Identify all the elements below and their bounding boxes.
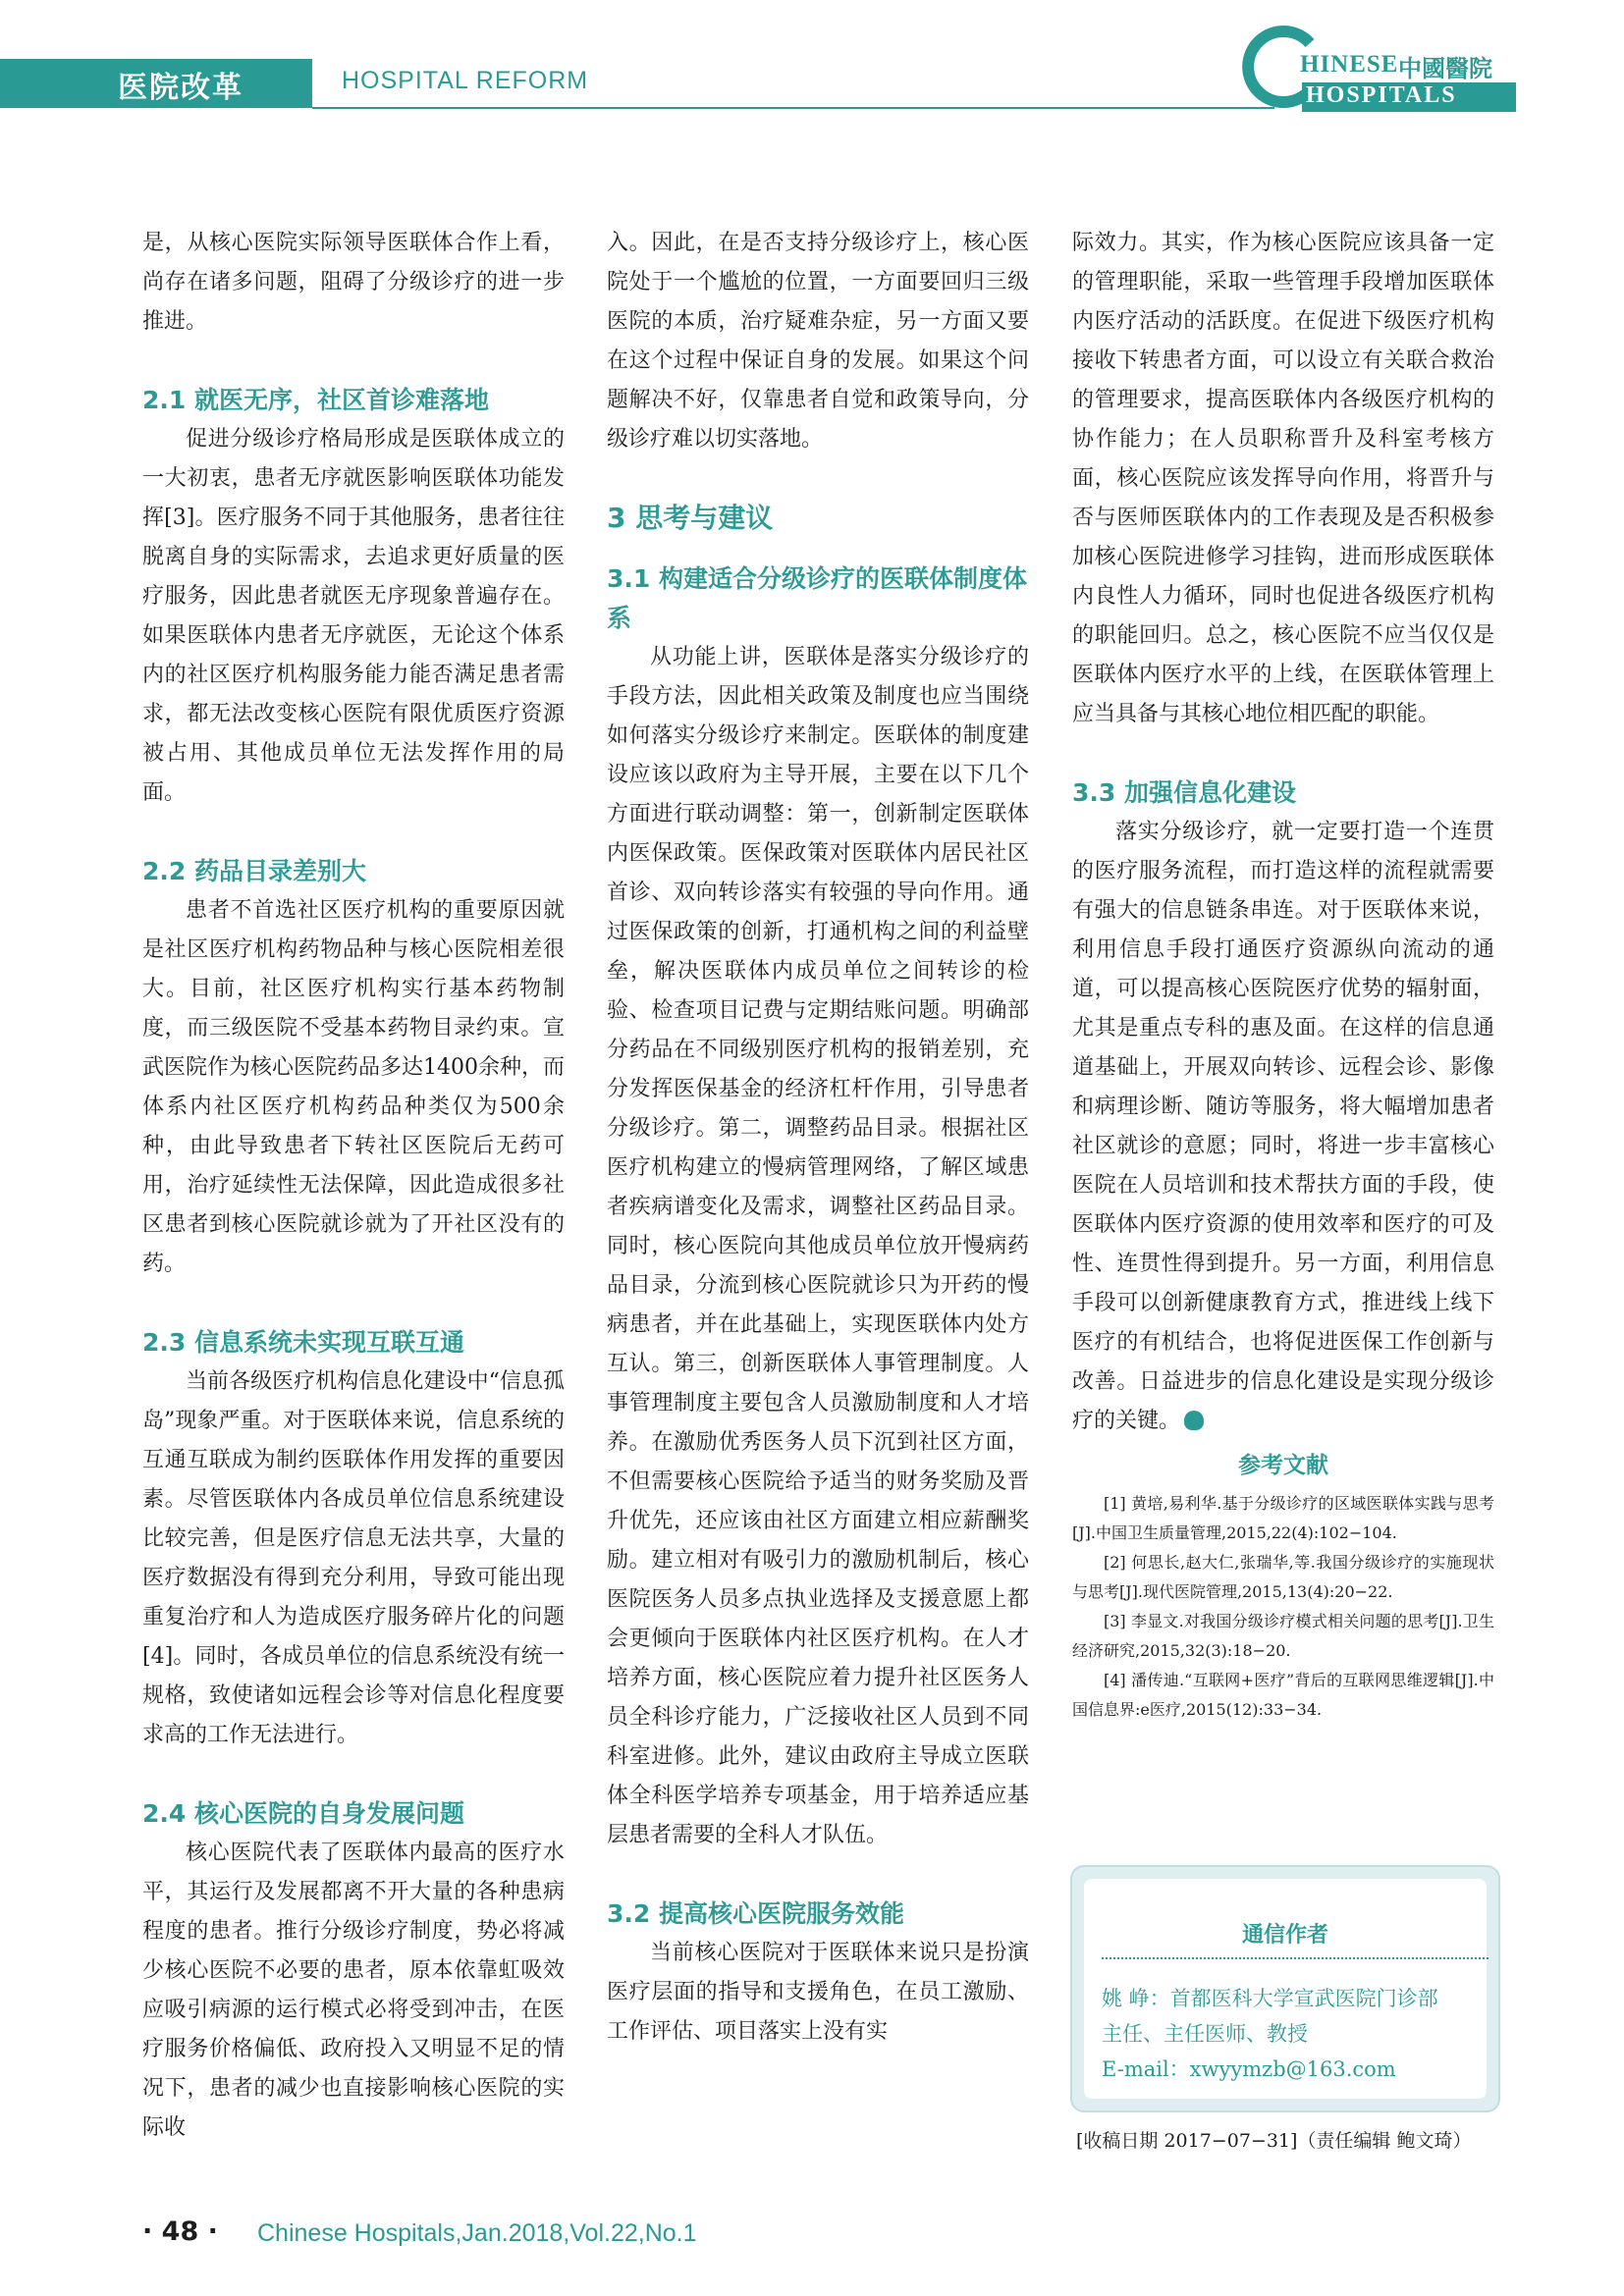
section-heading-3: 3 思考与建议 — [607, 502, 774, 534]
column-3 — [1072, 224, 1494, 1725]
references-title: 参考文献 — [1238, 1453, 1328, 1478]
page-number: · 48 · — [142, 2216, 218, 2247]
paragraph: 当前核心医院对于医联体来说只是扮演医疗层面的指导和支援角色，在员工激励、工作评估、项目落实上没有实 — [607, 1941, 1029, 2044]
article-end-icon — [1184, 1411, 1204, 1430]
section-title-cn: 医院改革 — [118, 71, 244, 105]
paragraph: 从功能上讲，医联体是落实分级诊疗的手段方法，因此相关政策及制度也应当围绕如何落实分级诊疗来制定。医联体的制度建设应该以政府为主导开展，主要在以下几个方面进行联动调整：第一，创新制定医联体内医保政策。医保政策对医联体内居民社区首诊、双向转诊落实有较强的导向作用。通过医保政策的创新，打通机构之间的利益壁垒，解决医联体内成员单位之间转诊的检验、检查项目记费与定期结账问题。明确部分药品在不同级别医疗机构的报销差别，充分发挥医保基金的经济杠杆作用，引导患者分级诊疗。第二，调整药品目录。根据社区医疗机构建立的慢病管理网络，了解区域患者疾病谱变化及需求，调整社区药品目录。同时，核心医院向其他成员单位放开慢病药品目录，分流到核心医院就诊只为开药的慢病患者，并在此基础上，实现医联体内处方互认。第三，创新医联体人事管理制度。人事管理制度主要包含人员激励制度和人才培养。在激励优秀医务人员下沉到社区方面，不但需要核心医院给予适当的财务奖励及晋升优先，还应该由社区方面建立相应薪酬奖励。建立相对有吸引力的激励机制后，核心医院医务人员多点执业选择及支援意愿上都会更倾向于医联体内社区医疗机构。在人才培养方面，核心医院应着力提升社区医务人员全科诊疗能力，广泛接收社区人员到不同科室进修。此外，建议由政府主导成立医联体全科医学培养专项基金，用于培养适应基层患者需要的全科人才队伍。 — [607, 645, 1029, 1847]
reference-item: [1] 黄培,易利华.基于分级诊疗的区域医联体实践与思考[J].中国卫生质量管理,2015,22(4):102−104. — [1072, 1494, 1494, 1542]
paragraph-text: 落实分级诊疗，就一定要打造一个连贯的医疗服务流程，而打造这样的流程就需要有强大的信息链条串连。对于医联体来说，利用信息手段打通医疗资源纵向流动的通道，可以提高核心医院医疗优势的辐射面，尤其是重点专科的惠及面。在这样的信息通道基础上，开展双向转诊、远程会诊、影像和病理诊断、随访等服务，将大幅增加患者社区就诊的意愿；同时，将进一步丰富核心医院在人员培训和技术帮扶方面的手段，使医联体内医疗资源的使用效率和医疗的可及性、连贯性得到提升。另一方面，利用信息手段可以创新健康教育方式，推进线上线下医疗的有机结合，也将促进医保工作创新与改善。日益进步的信息化建设是实现分级诊疗的关键。 — [1072, 820, 1494, 1433]
logo-chinese-text: HINESE — [1300, 51, 1399, 78]
correspondence-box — [1070, 1865, 1500, 2112]
section-heading-2-1: 2.1 就医无序，社区首诊难落地 — [142, 386, 489, 414]
correspondence-email: E-mail：xwyymzb@163.com — [1102, 2057, 1396, 2081]
section-heading-2-3: 2.3 信息系统未实现互联互通 — [142, 1328, 464, 1357]
correspondence-title-line: 主任、主任医师、教授 — [1102, 2022, 1308, 2046]
column-2 — [607, 224, 1029, 2052]
correspondence-text — [1102, 1981, 1475, 2087]
correspondence-title: 通信作者 — [1241, 1923, 1328, 1948]
correspondence-divider — [1102, 1957, 1489, 1960]
column-1 — [142, 224, 565, 2148]
journal-citation: Chinese Hospitals,Jan.2018,Vol.22,No.1 — [257, 2219, 697, 2247]
section-title-en: HOSPITAL REFORM — [342, 67, 589, 94]
section-heading-2-2: 2.2 药品目录差别大 — [142, 857, 366, 885]
correspondence-author: 姚 峥：首都医科大学宣武医院门诊部 — [1102, 1987, 1438, 2010]
header-rule — [312, 107, 1274, 109]
paragraph: 是，从核心医院实际领导医联体合作上看，尚存在诸多问题，阻碍了分级诊疗的进一步推进。 — [142, 231, 565, 334]
section-heading-2-4: 2.4 核心医院的自身发展问题 — [142, 1799, 464, 1828]
paragraph — [1072, 813, 1494, 1441]
paragraph: 促进分级诊疗格局形成是医联体成立的一大初衷，患者无序就医影响医联体功能发挥[3]。医疗服务不同于其他服务，患者往往脱离自身的实际需求，去追求更好质量的医疗服务，因此患者就医无序现象普遍存在。如果医联体内患者无序就医，无论这个体系内的社区医疗机构服务能力能否满足患者需求，都无法改变核心医院有限优质医疗资源被占用、其他成员单位无法发挥作用的局面。 — [142, 427, 565, 805]
paragraph: 核心医院代表了医联体内最高的医疗水平，其运行及发展都离不开大量的各种患病程度的患者。推行分级诊疗制度，势必将减少核心医院不必要的患者，原本依靠虹吸效应吸引病源的运行模式必将受到冲击，在医疗服务价格偏低、政府投入又明显不足的情况下，患者的减少也直接影响核心医院的实际收 — [142, 1841, 565, 2140]
logo-chinese-characters: 中國醫院 — [1398, 54, 1492, 82]
logo-hospitals-text: HOSPITALS — [1306, 82, 1457, 108]
paragraph: 患者不首选社区医疗机构的重要原因就是社区医疗机构药物品种与核心医院相差很大。目前，社区医疗机构实行基本药物制度，而三级医院不受基本药物目录约束。宣武医院作为核心医院药品多达1400余种，而体系内社区医疗机构药品种类仅为500余种，由此导致患者下转社区医院后无药可用，治疗延续性无法保障，因此造成很多社区患者到核心医院就诊就为了开社区没有的药。 — [142, 898, 565, 1276]
paragraph: 当前各级医疗机构信息化建设中“信息孤岛”现象严重。对于医联体来说，信息系统的互通互联成为制约医联体作用发挥的重要因素。尽管医联体内各成员单位信息系统建设比较完善，但是医疗信息无法共享，大量的医疗数据没有得到充分利用，导致可能出现重复治疗和人为造成医疗服务碎片化的问题[4]。同时，各成员单位的信息系统没有统一规格，致使诸如远程会诊等对信息化程度要求高的工作无法进行。 — [142, 1369, 565, 1747]
section-heading-3-1: 3.1 构建适合分级诊疗的医联体制度体系 — [607, 564, 1027, 632]
paragraph: 际效力。其实，作为核心医院应该具备一定的管理职能，采取一些管理手段增加医联体内医疗活动的活跃度。在促进下级医疗机构接收下转患者方面，可以设立有关联合救治的管理要求，提高医联体内各级医疗机构的协作能力；在人员职称晋升及科室考核方面，核心医院应该发挥导向作用，将晋升与否与医师医联体内的工作表现及是否积极参加核心医院进修学习挂钩，进而形成医联体内良性人力循环，同时也促进各级医疗机构的职能回归。总之，核心医院不应当仅仅是医联体内医疗水平的上线，在医联体管理上应当具备与其核心地位相匹配的职能。 — [1072, 231, 1494, 726]
journal-logo — [1241, 20, 1536, 118]
paragraph: 入。因此，在是否支持分级诊疗上，核心医院处于一个尴尬的位置，一方面要回归三级医院的本质，治疗疑难杂症，另一方面又要在这个过程中保证自身的发展。如果这个问题解决不好，仅靠患者自觉和政策导向，分级诊疗难以切实落地。 — [607, 231, 1029, 452]
reference-item: [4] 潘传迪.“互联网+医疗”背后的互联网思维逻辑[J].中国信息界:e医疗,2015(12):33−34. — [1072, 1671, 1494, 1719]
section-heading-3-2: 3.2 提高核心医院服务效能 — [607, 1899, 904, 1928]
section-heading-3-3: 3.3 加强信息化建设 — [1072, 778, 1296, 807]
reference-item: [3] 李显文.对我国分级诊疗模式相关问题的思考[J].卫生经济研究,2015,32(3):18−20. — [1072, 1612, 1494, 1660]
received-date: [收稿日期 2017−07−31]（责任编辑 鲍文琦） — [1076, 2130, 1472, 2152]
reference-item: [2] 何思长,赵大仁,张瑞华,等.我国分级诊疗的实施现状与思考[J].现代医院管理,2015,13(4):20−22. — [1072, 1553, 1494, 1601]
